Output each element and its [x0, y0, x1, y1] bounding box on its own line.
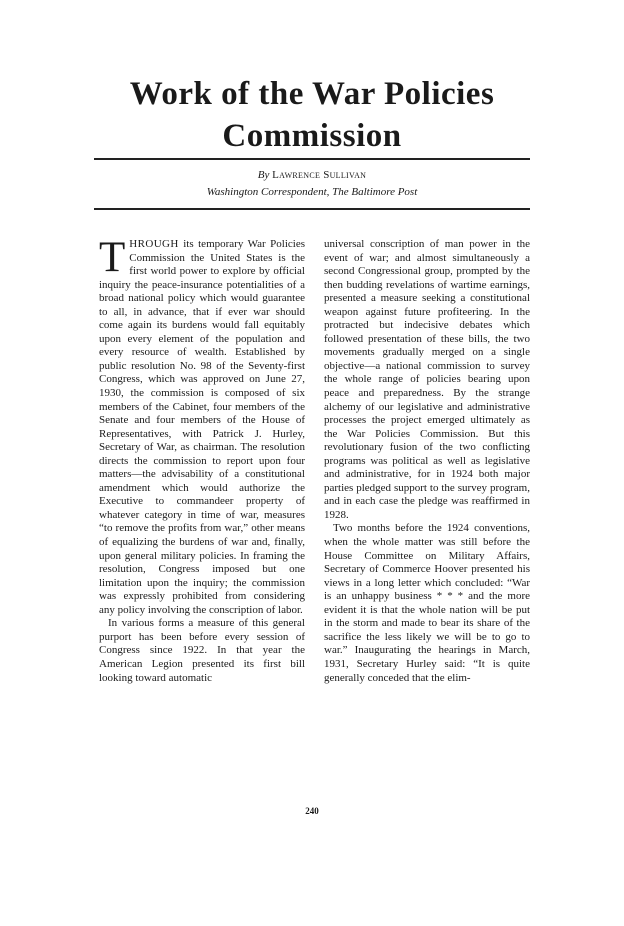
- paragraph: universal conscription of man power in the event of war; and almost simultaneously a second Congressional group, prompted by the then budding revelations of wartime earnings, presented a measure seeking a constitutional weapon against future profiteering. In the protracted but indecisive debates which followed presentation of these bills, the two movements gradually merged on a single objective—a national commission to survey the whole range of policies bearing upon peace and preparedness. By the strange alchemy of our legislative and administrative processes the project emerged ultimately as the War Policies Commission. But this revolutionary fusion of the two conflicting programs was political as well as legislative and administrative, for in 1924 both major parties pledged support to the survey program, and in each case the pledge was reaffirmed in 1928.: [324, 238, 530, 521]
- article-title-line-1: Work of the War Policies: [129, 76, 495, 112]
- lead-in-caps: HROUGH: [129, 238, 179, 250]
- text-column-left: [99, 234, 305, 685]
- paragraph-text: its temporary War Policies Commission the United States is the first world power to explore by official inquiry the peace-insurance potentialities of a broad national policy which would guarantee to all, in advance, that if ever war should come again its burdens would fall equitably upon every element of the population and every resource of wealth. Established by public resolution No. 98 of the Seventy-first Congress, which was approved on June 27, 1930, the commission is composed of six members of the Cabinet, four members of the Senate and four members of the House of Representatives, with Patrick J. Hurley, Secretary of War, as chairman. The resolution directs the commission to report upon four matters—the advisability of a constitutional amendment which would authorize the Executive to commandeer property of whatever category in time of war, measures “to remove the profits from war,” other means of equalizing the burdens of war and, finally, upon general military policies. In framing the resolution, Congress imposed but one limitation upon the inquiry; the commission was expressly prohibited from considering any policy involving the conscription of labor.: [99, 238, 305, 616]
- author-affiliation: Washington Correspondent, The Baltimore Post: [206, 186, 418, 198]
- paragraph: In various forms a measure of this general purport has been before every session of Congress since 1922. In that year the American Legion presented its first bill looking toward automatic: [99, 617, 305, 684]
- paragraph: Two months before the 1924 conventions, when the whole matter was still before the House Committee on Military Affairs, Secretary of Commerce Hoover presented his views in a long letter which concluded: “War is an unhappy business * * * and the more evident it is that the whole nation will be put in the storm and made to bear its share of the sacrifice the less likely we will be to go to war.” Inaugurating the hearings in March, 1931, Secretary Hurley said: “It is quite generally conceded that the elim-: [324, 522, 530, 684]
- page-number: 240: [305, 806, 319, 816]
- top-rule: [94, 158, 530, 160]
- drop-cap: T: [99, 234, 126, 281]
- bottom-rule: [94, 208, 530, 210]
- article-title-line-2: Commission: [222, 118, 402, 154]
- author-name: Lawrence Sullivan: [272, 169, 367, 181]
- byline-prefix: By: [257, 169, 270, 181]
- paragraph: [99, 234, 305, 617]
- byline: [0, 169, 624, 181]
- text-column-right: [324, 238, 530, 685]
